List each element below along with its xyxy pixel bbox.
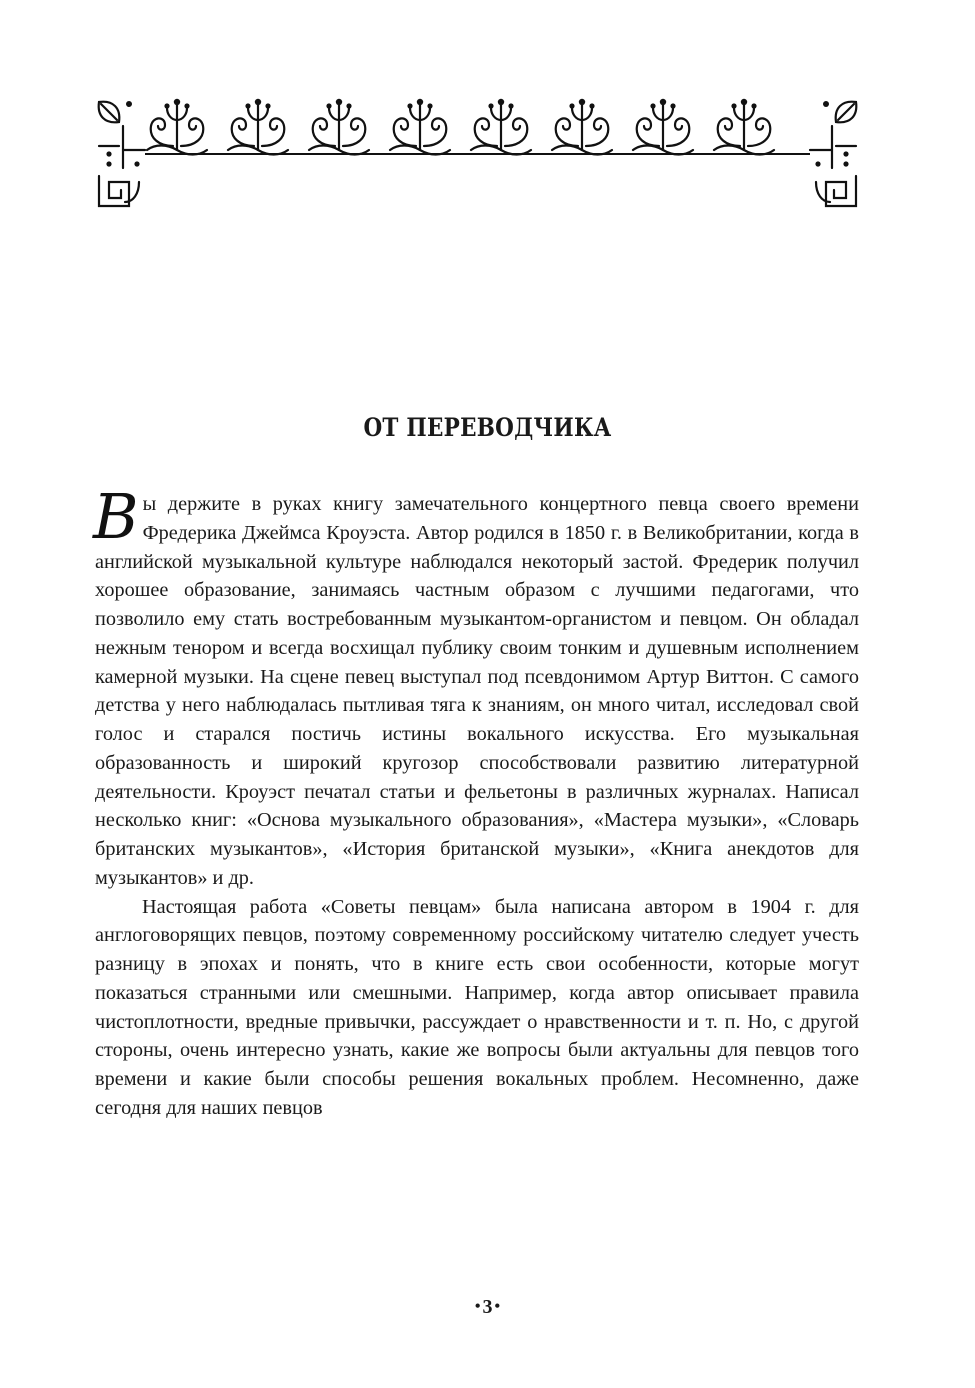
paragraph-text: ы держите в руках книгу замечательного концертного певца своего времени Фредерика Джеймса Кроуэста. Автор родился в 1850 г. в Великобритании, когда в английской музыкальной культуре наблюдался некоторый застой. Фредерик получил хорошее образование, занимаясь частным образом с лучшими педагогами, что позволило ему стать востребованным музыкантом-органистом и певцом. Он обладал нежным тенором и всегда восхищал публику своим тонким и душевным исполнением камерной музыки. На сцене певец выступал под псевдонимом Артур Виттон. С самого детства у него наблюдалась пытливая тяга к знаниям, он много читал, исследовал свой голос и старался постичь истины вокального искусства. Его музыкальная образованность и широкий кругозор способствовали развитию литературной деятельности. Кроуэст печатал статьи и фельетоны в различных журналах. Написал несколько книг: «Основа музыкального образования», «Мастера музыки», «Словарь британских музыкантов», «История британской музыки», «Книга анекдотов для музыкантов» и др. <box>95 493 859 889</box>
paragraph-text: Настоящая работа «Советы певцам» была написана автором в 1904 г. для англоговорящих певцов, поэтому современному российскому читателю следует учесть разницу в эпохах и понять, что в книге есть свои особенности, которые могут показаться странными или смешными. Например, когда автор описывает правила чистоплотности, вредные привычки, рассуждает о нравственности и т. п. Но, с другой стороны, очень интересно узнать, какие же вопросы были актуальны для певцов того времени и какие были способы решения вокальных проблем. Несомненно, даже сегодня для наших певцов <box>95 895 859 1119</box>
drop-cap: В <box>93 480 139 553</box>
paragraph <box>95 893 859 1123</box>
folio-dot-icon: • <box>474 1298 481 1315</box>
header-ornament-icon <box>95 98 860 210</box>
page-number-value: 3 <box>482 1296 493 1318</box>
page-number <box>0 1296 975 1319</box>
paragraph <box>93 480 859 893</box>
body-text <box>93 480 859 1123</box>
folio-dot-icon: • <box>494 1298 501 1315</box>
chapter-title: ОТ ПЕРЕВОДЧИКА <box>363 413 612 442</box>
